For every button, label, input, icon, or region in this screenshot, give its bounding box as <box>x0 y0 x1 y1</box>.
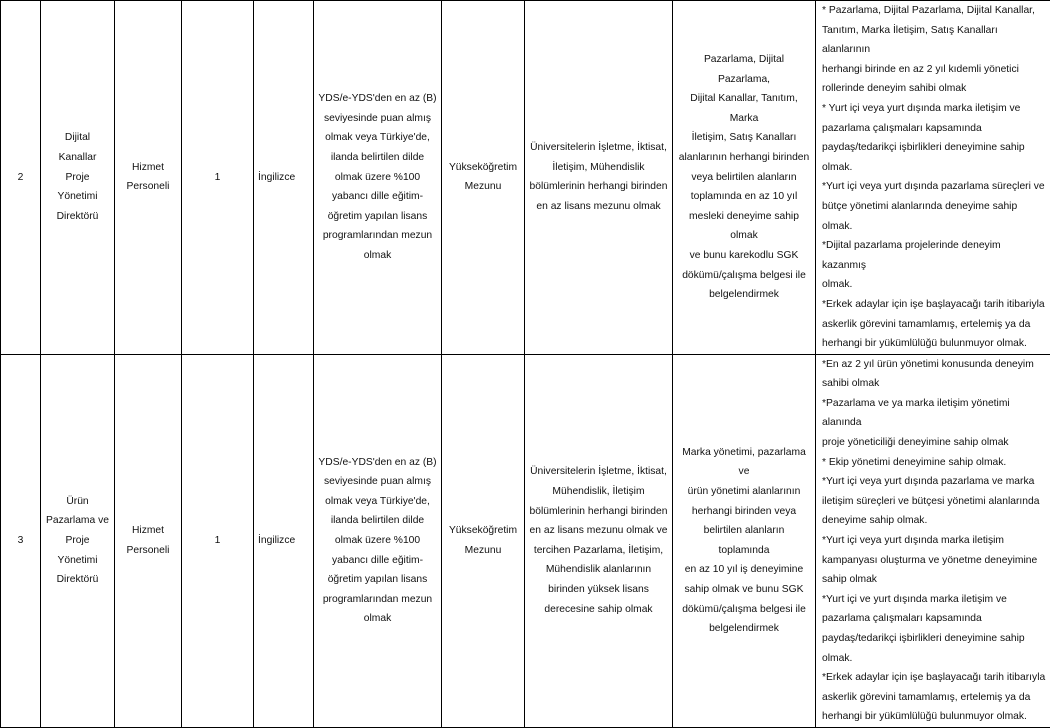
language-requirement: YDS/e-YDS'den en az (B) seviyesinde puan almış olmak veya Türkiye'de, ilanda belirtilen dilde olmak üzere %100 yabancı dille eğitim- öğretim yapılan lisans programlarından mezun olmak <box>314 1 442 355</box>
position-title: Dijital Kanallar Proje Yönetimi Direktörü <box>41 1 115 355</box>
row-number: 2 <box>1 1 41 355</box>
position-count: 1 <box>182 354 254 727</box>
language: İngilizce <box>254 354 314 727</box>
language: İngilizce <box>254 1 314 355</box>
special-requirements: *En az 2 yıl ürün yönetimi konusunda deneyim sahibi olmak *Pazarlama ve ya marka iletişim yönetimi alanında proje yöneticiliği deneyimine sahip olmak * Ekip yönetimi deneyimine sahip olmak. *Yurt içi veya yurt dışında pazarlama ve marka iletişim süreçleri ve bütçesi yönetimi alanlarında deneyime sahip olmak. *Yurt içi veya yurt dışında marka iletişim kampanyası oluşturma ve yönetme deneyimine sahip olmak *Yurt içi ve yurt dışında marka iletişim ve pazarlama çalışmaları kapsamında paydaş/tedarikçi işbirlikleri deneyimine sahip olmak. *Erkek adaylar için işe başlayacağı tarih itibarıyla askerlik görevini tamamlamış, ertelemiş ya da herhangi bir yükümlülüğü bulunmuyor olmak. <box>816 354 1050 727</box>
experience-requirement: Marka yönetimi, pazarlama ve ürün yönetimi alanlarının herhangi birinden veya belirtilen alanların toplamında en az 10 yıl iş deneyimine sahip olmak ve bunu SGK dökümü/çalışma belgesi ile belgelendirmek <box>673 354 816 727</box>
table-row <box>1 354 1050 727</box>
staff-type: Hizmet Personeli <box>115 354 182 727</box>
position-title: Ürün Pazarlama ve Proje Yönetimi Direktörü <box>41 354 115 727</box>
department-requirement: Üniversitelerin İşletme, İktisat, Mühendislik, İletişim bölümlerinin herhangi birinden en az lisans mezunu olmak ve tercihen Pazarlama, İletişim, Mühendislik alanlarının birinden yüksek lisans derecesine sahip olmak <box>525 354 673 727</box>
education-level: Yükseköğretim Mezunu <box>442 1 525 355</box>
language-requirement: YDS/e-YDS'den en az (B) seviyesinde puan almış olmak veya Türkiye'de, ilanda belirtilen dilde olmak üzere %100 yabancı dille eğitim- öğretim yapılan lisans programlarından mezun olmak <box>314 354 442 727</box>
staff-type: Hizmet Personeli <box>115 1 182 355</box>
table-row <box>1 1 1050 355</box>
position-count: 1 <box>182 1 254 355</box>
special-requirements: * Pazarlama, Dijital Pazarlama, Dijital Kanallar, Tanıtım, Marka İletişim, Satış Kanalları alanlarının herhangi birinde en az 2 yıl kıdemli yönetici rollerinde deneyim sahibi olmak * Yurt içi veya yurt dışında marka iletişim ve pazarlama çalışmaları kapsamında paydaş/tedarikçi işbirlikleri deneyimine sahip olmak. *Yurt içi veya yurt dışında pazarlama süreçleri ve bütçe yönetimi alanlarında deneyime sahip olmak. *Dijital pazarlama projelerinde deneyim kazanmış olmak. *Erkek adaylar için işe başlayacağı tarih itibariyla askerlik görevini tamamlamış, ertelemiş ya da herhangi bir yükümlülüğü bulunmuyor olmak. <box>816 1 1050 355</box>
department-requirement: Üniversitelerin İşletme, İktisat, İletişim, Mühendislik bölümlerinin herhangi birinden en az lisans mezunu olmak <box>525 1 673 355</box>
education-level: Yükseköğretim Mezunu <box>442 354 525 727</box>
experience-requirement: Pazarlama, Dijital Pazarlama, Dijital Kanallar, Tanıtım, Marka İletişim, Satış Kanalları alanlarının herhangi birinden veya belirtilen alanların toplamında en az 10 yıl mesleki deneyime sahip olmak ve bunu karekodlu SGK dökümü/çalışma belgesi ile belgelendirmek <box>673 1 816 355</box>
row-number: 3 <box>1 354 41 727</box>
